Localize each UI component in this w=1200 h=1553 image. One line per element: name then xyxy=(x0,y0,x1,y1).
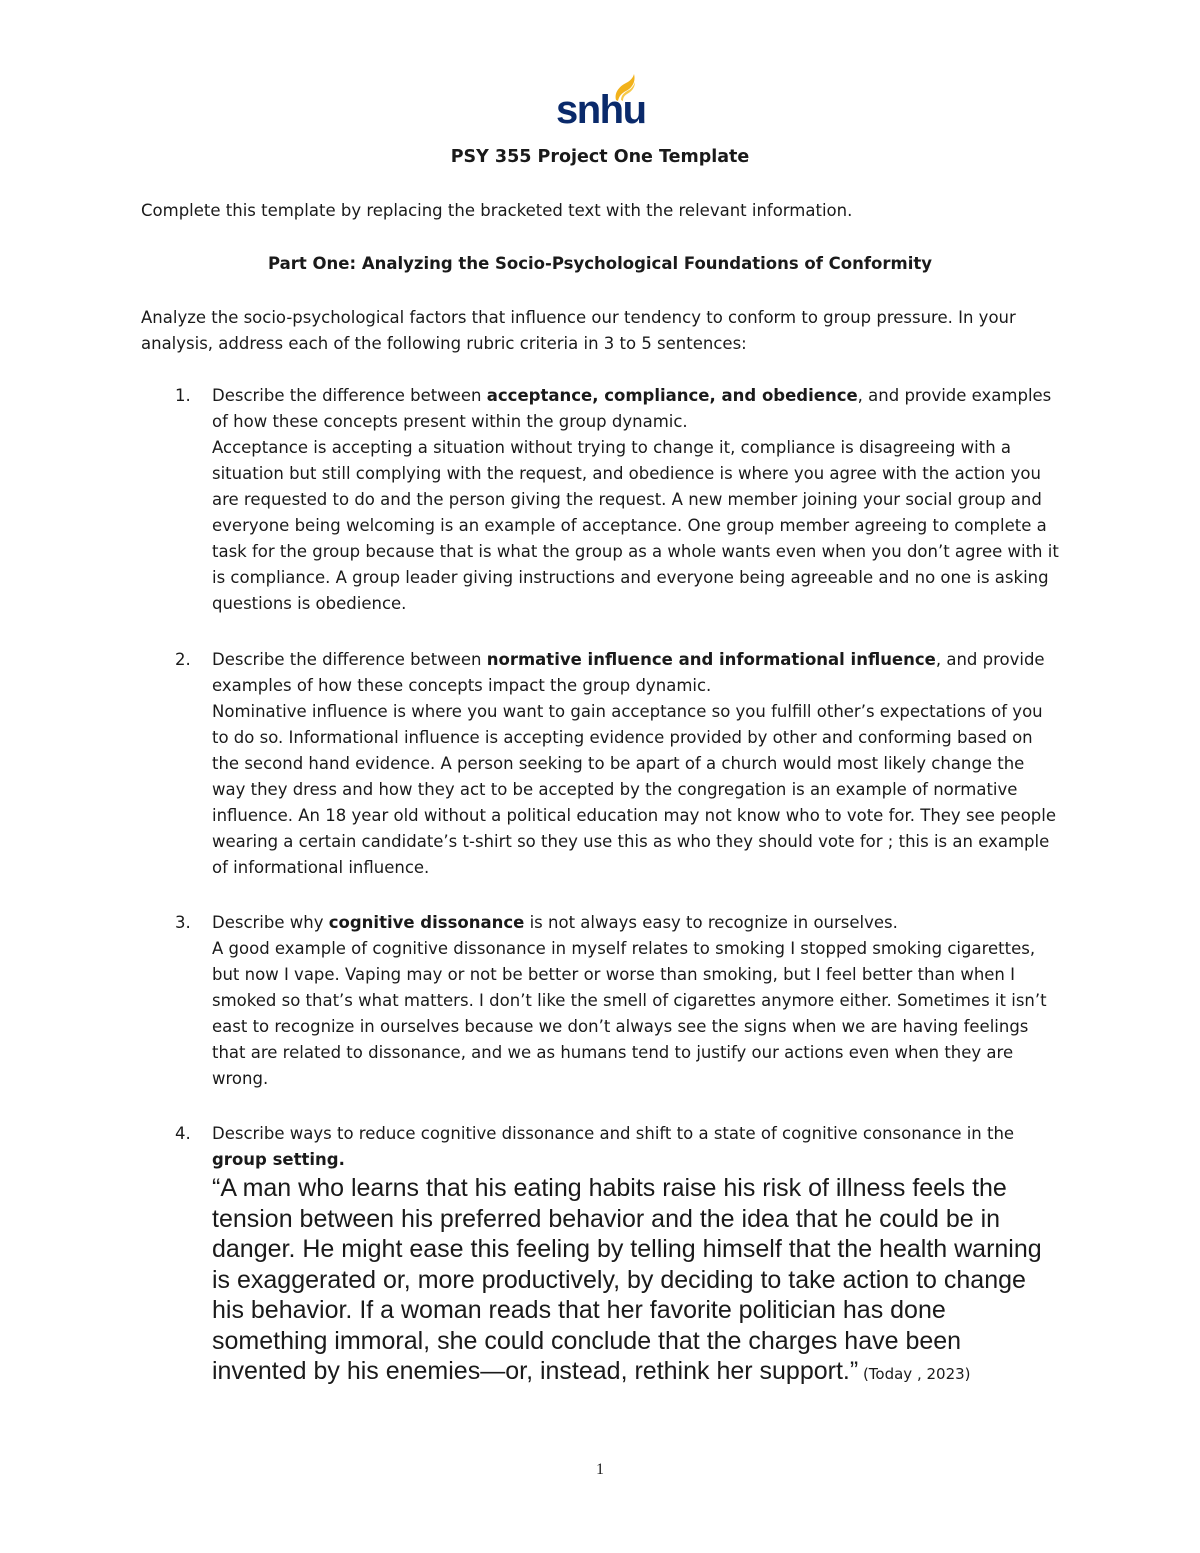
part-heading: Part One: Analyzing the Socio-Psychological Foundations of Conformity xyxy=(267,254,933,273)
instructions: Complete this template by replacing the bracketed text with the relevant information. xyxy=(141,201,853,220)
list-item-4 xyxy=(141,1121,1061,1390)
item-number: 1. xyxy=(175,386,191,405)
item-answer: Nominative influence is where you want to gain acceptance so you fulfill other’s expectations of you to do so. Informational influence is accepting evidence provided by other and conforming based on the second hand evidence. A person seeking to be apart of a church would most likely change the way they dress and how they act to be accepted by the congregation is an example of normative influence. An 18 year old without a political education may not know who to vote for. They see people wearing a certain candidate’s t-shirt so they use this as who they should vote for ; this is an example of informational influence. xyxy=(212,702,1057,877)
item-number: 2. xyxy=(175,650,191,669)
item-number: 4. xyxy=(175,1124,191,1143)
document-title: PSY 355 Project One Template xyxy=(450,147,750,167)
logo-wordmark: snhu xyxy=(556,88,646,132)
item-prompt: Describe the difference between normative influence and informational influence, and provide examples of how these concepts impact the group dynamic. xyxy=(212,650,1045,695)
list-item-3 xyxy=(141,910,1061,1092)
item-prompt: Describe why cognitive dissonance is not always easy to recognize in ourselves. xyxy=(212,913,898,932)
item-prompt: Describe the difference between acceptance, compliance, and obedience, and provide examples of how these concepts present within the group dynamic. xyxy=(212,386,1052,431)
item-answer: Acceptance is accepting a situation without trying to change it, compliance is disagreeing with a situation but still complying with the request, and obedience is where you agree with the action you are requested to do and the person giving the request. A new member joining your social group and everyone being welcoming is an example of acceptance. One group member agreeing to complete a task for the group because that is what the group as a whole wants even when you don’t agree with it is compliance. A group leader giving instructions and everyone being agreeable and no one is asking questions is obedience. xyxy=(212,438,1059,613)
intro-paragraph: Analyze the socio-psychological factors that influence our tendency to conform to group pressure. In your analysis, address each of the following rubric criteria in 3 to 5 sentences: xyxy=(141,308,1016,353)
list-item-2 xyxy=(141,647,1061,881)
page-number: 1 xyxy=(596,1461,604,1478)
item-number: 3. xyxy=(175,913,191,932)
item-answer: A good example of cognitive dissonance in myself relates to smoking I stopped smoking cigarettes, but now I vape. Vaping may or not be better or worse than smoking, but I feel better than when I smoked so that’s what matters. I don’t like the smell of cigarettes anymore either. Sometimes it isn’t east to recognize in ourselves because we don’t always see the signs when we are having feelings that are related to dissonance, and we as humans tend to justify our actions even when they are wrong. xyxy=(212,939,1047,1088)
item-prompt: Describe ways to reduce cognitive dissonance and shift to a state of cognitive consonance in the group setting. xyxy=(212,1124,1015,1169)
snhu-logo xyxy=(556,74,646,132)
item-quote xyxy=(212,1173,1061,1390)
list-item-1 xyxy=(141,383,1061,617)
quote-text: “A man who learns that his eating habits raise his risk of illness feels the tension between his preferred behavior and the idea that he could be in danger. He might ease this feeling by telling himself that the health warning is exaggerated or, more productively, by deciding to take action to change his behavior. If a woman reads that her favorite politician has done something immoral, she could conclude that the charges have been invented by his enemies—or, instead, rethink her support.” xyxy=(212,1174,1042,1385)
citation: (Today , 2023) xyxy=(858,1365,971,1383)
